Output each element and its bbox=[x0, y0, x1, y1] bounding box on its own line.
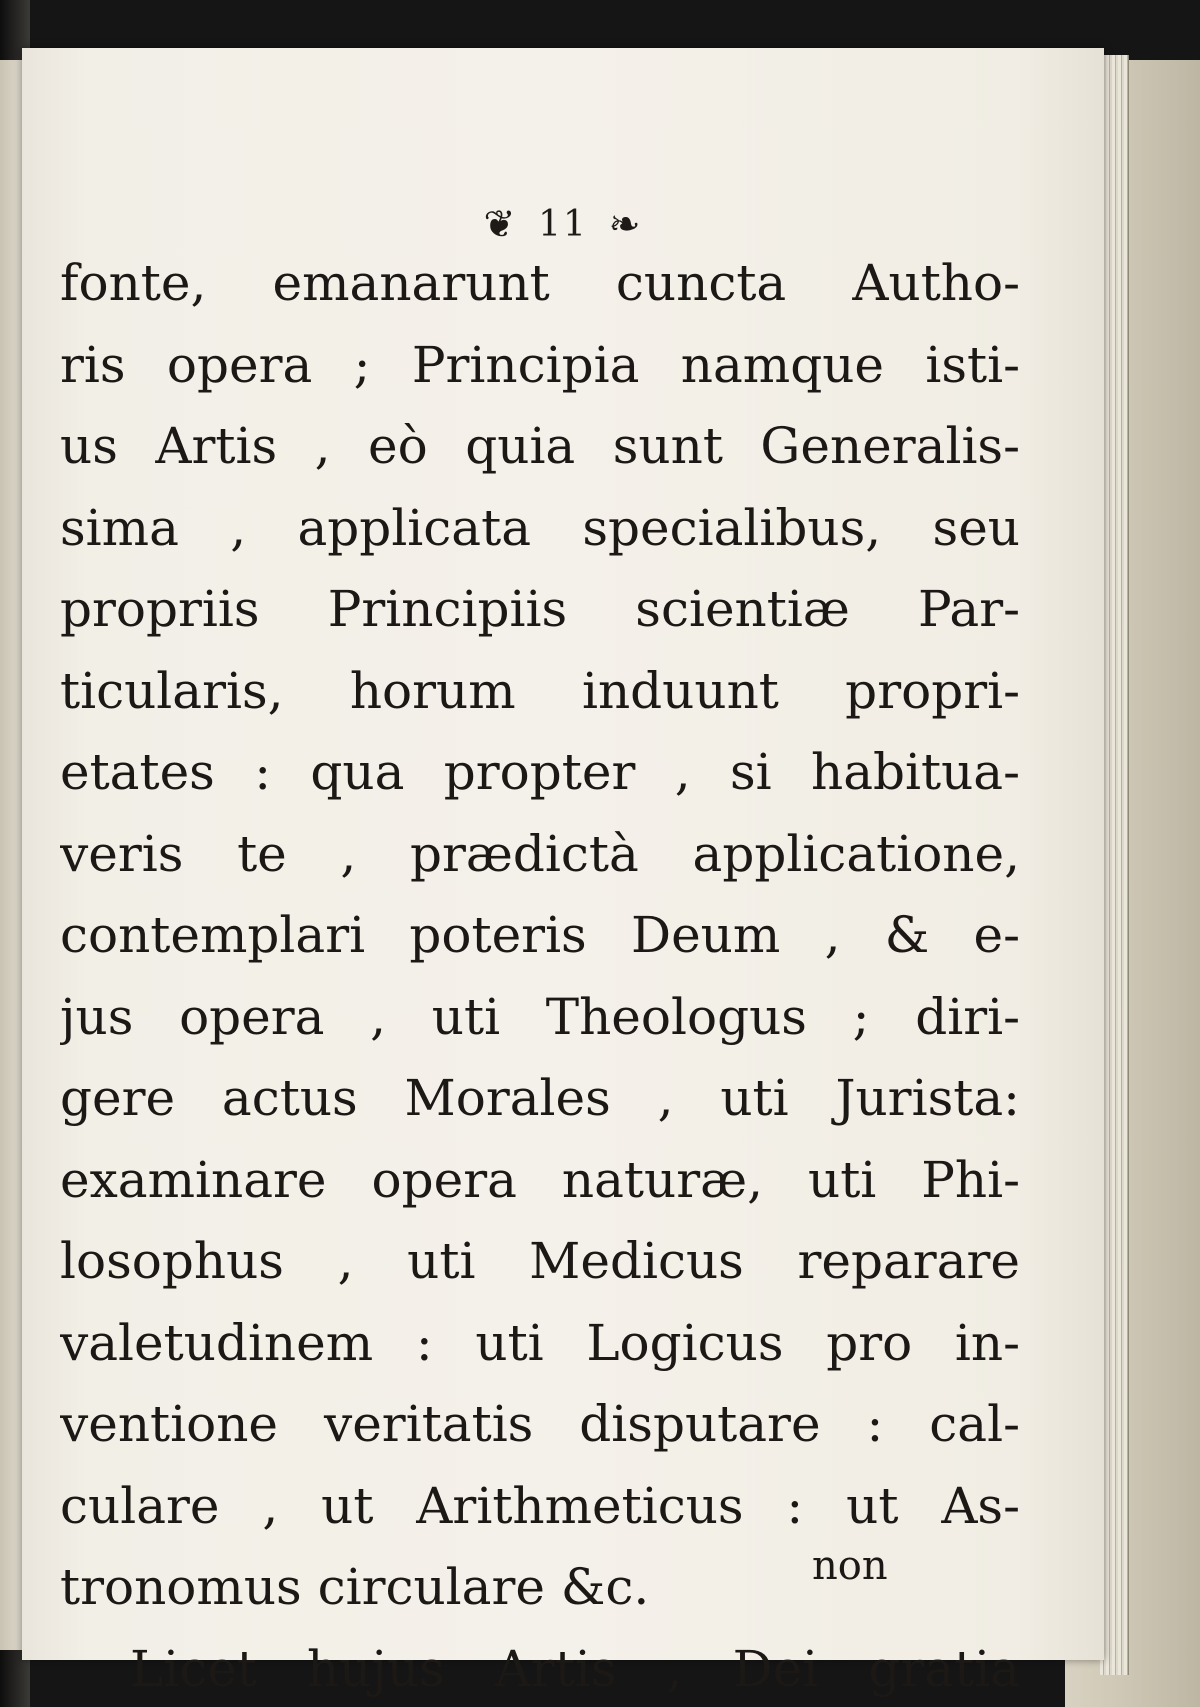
body-text bbox=[60, 243, 1020, 1707]
catchword: non bbox=[812, 1543, 888, 1589]
text-line: ris opera ; Principia namque isti- bbox=[60, 335, 1020, 394]
text-line: sima , applicata specialibus, seu bbox=[60, 498, 1020, 557]
right-ornament-icon: ❧ bbox=[608, 202, 643, 246]
text-line: contemplari poteris Deum , & e- bbox=[60, 906, 1020, 964]
text-line: fonte, emanarunt cuncta Autho- bbox=[60, 254, 1020, 312]
text-line: examinare opera naturæ, uti Phi- bbox=[60, 1150, 1020, 1209]
text-line: losophus , uti Medicus reparare bbox=[60, 1232, 1020, 1290]
text-line: propriis Principiis scientiæ Par- bbox=[60, 580, 1020, 638]
text-line: valetudinem : uti Logicus pro in- bbox=[60, 1313, 1020, 1372]
text-line: ventione veritatis disputare : cal- bbox=[60, 1395, 1020, 1453]
text-line: Licet hujus Artis , Dei gratia bbox=[130, 1639, 1020, 1698]
page-header bbox=[22, 198, 1104, 246]
text-line: jus opera , uti Theologus ; diri- bbox=[60, 987, 1020, 1046]
text-line: gere actus Morales , uti Jurista: bbox=[60, 1069, 1020, 1127]
text-line: tronomus circulare &c. bbox=[60, 1558, 650, 1616]
page-edges bbox=[1100, 55, 1129, 1675]
book-page bbox=[22, 48, 1104, 1698]
page-number: 11 bbox=[538, 203, 588, 245]
text-line: veris te , prædictà applicatione, bbox=[60, 824, 1020, 883]
text-line: us Artis , eò quia sunt Generalis- bbox=[60, 417, 1020, 475]
text-line: etates : qua propter , si habitua- bbox=[60, 743, 1020, 801]
left-ornament-icon: ❦ bbox=[483, 202, 518, 246]
text-line: ticularis, horum induunt propri- bbox=[60, 661, 1020, 720]
text-line: culare , ut Arithmeticus : ut As- bbox=[60, 1476, 1020, 1535]
